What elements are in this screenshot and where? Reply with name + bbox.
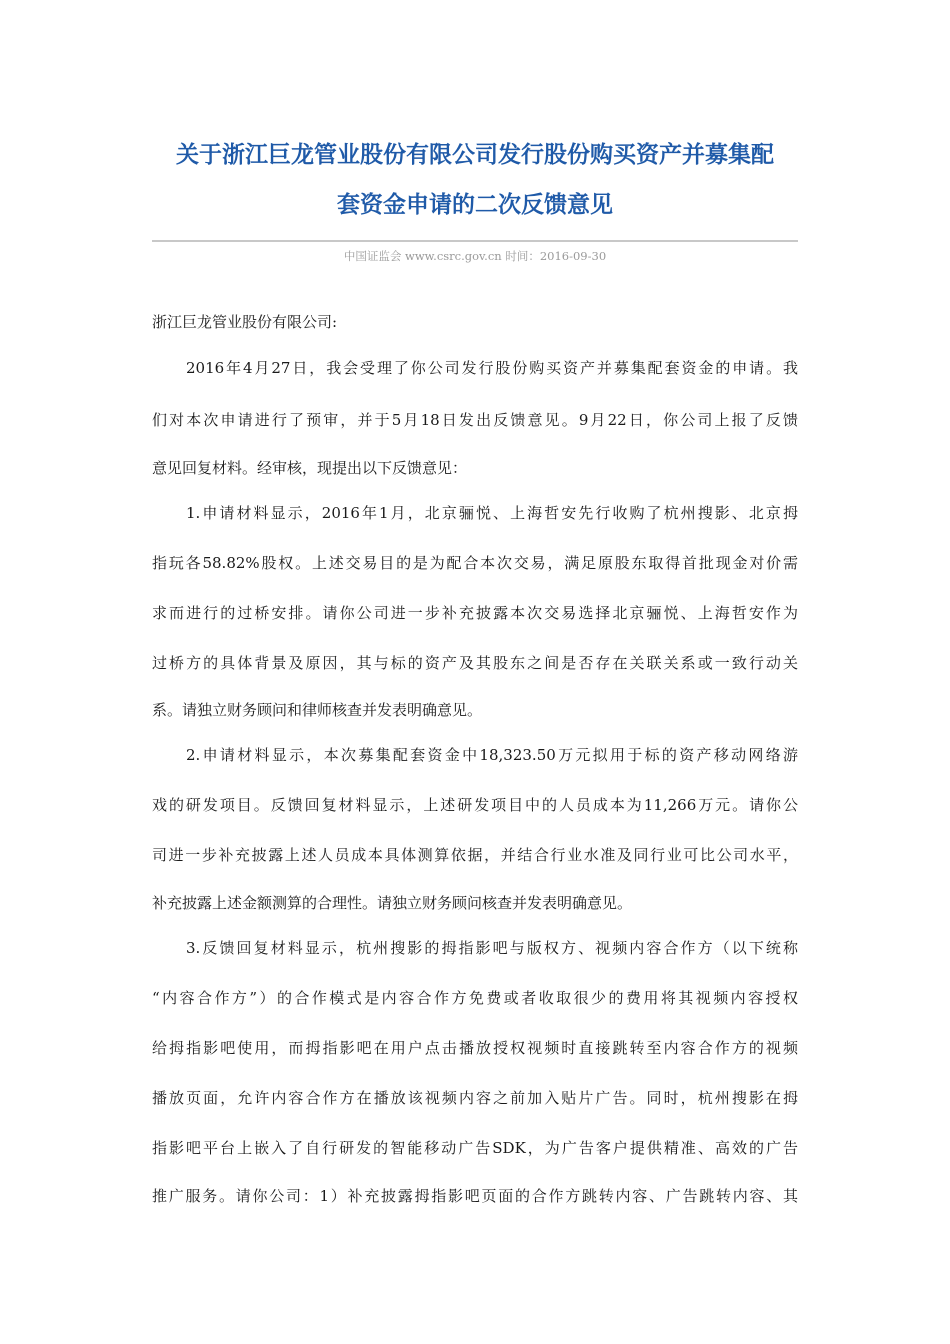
salutation: 浙江巨龙管业股份有限公司: [152,313,338,331]
paragraph-line: 司进一步补充披露上述人员成本具体测算依据，并结合行业水准及同行业可比公司水平， [152,846,798,864]
paragraph-line: 播放页面，允许内容合作方在播放该视频内容之前加入贴片广告。同时，杭州搜影在拇 [152,1089,798,1107]
paragraph-line: 意见回复材料。经审核，现提出以下反馈意见： [152,459,468,477]
paragraph-line: 戏的研发项目。反馈回复材料显示，上述研发项目中的人员成本为11,266万元。请你公 [152,796,798,814]
document-title-line-2: 套资金申请的二次反馈意见 [337,192,613,218]
paragraph-line: 1.申请材料显示，2016年1月，北京骊悦、上海哲安先行收购了杭州搜影、北京拇 [186,504,798,522]
paragraph-line: 补充披露上述金额测算的合理性。请独立财务顾问核查并发表明确意见。 [152,894,633,912]
paragraph-line: 给拇指影吧使用，而拇指影吧在用户点击播放授权视频时直接跳转至内容合作方的视频 [152,1039,798,1057]
paragraph-line: 求而进行的过桥安排。请你公司进一步补充披露本次交易选择北京骊悦、上海哲安作为 [152,604,798,622]
paragraph-line: 们对本次申请进行了预审，并于5月18日发出反馈意见。9月22日，你公司上报了反馈 [152,411,798,429]
document-title-line-1: 关于浙江巨龙管业股份有限公司发行股份购买资产并募集配 [176,142,774,168]
paragraph-line: 系。请独立财务顾问和律师核查并发表明确意见。 [152,701,483,719]
paragraph-line: 3.反馈回复材料显示，杭州搜影的拇指影吧与版权方、视频内容合作方（以下统称 [186,939,798,957]
paragraph-line: 指影吧平台上嵌入了自行研发的智能移动广告SDK，为广告客户提供精准、高效的广告 [152,1139,798,1157]
title-divider [152,240,798,242]
publication-meta: 中国证监会 www.csrc.gov.cn 时间：2016-09-30 [343,249,607,263]
paragraph-line: 指玩各58.82%股权。上述交易目的是为配合本次交易，满足原股东取得首批现金对价需 [152,554,798,572]
paragraph-line: 2.申请材料显示，本次募集配套资金中18,323.50万元拟用于标的资产移动网络游 [186,746,798,764]
paragraph-line: “内容合作方”）的合作模式是内容合作方免费或者收取很少的费用将其视频内容授权 [152,989,798,1007]
paragraph-line: 过桥方的具体背景及原因，其与标的资产及其股东之间是否存在关联关系或一致行动关 [152,654,798,672]
paragraph-line: 推广服务。请你公司：1）补充披露拇指影吧页面的合作方跳转内容、广告跳转内容、其 [152,1187,798,1205]
paragraph-line: 2016年4月27日，我会受理了你公司发行股份购买资产并募集配套资金的申请。我 [186,359,798,377]
